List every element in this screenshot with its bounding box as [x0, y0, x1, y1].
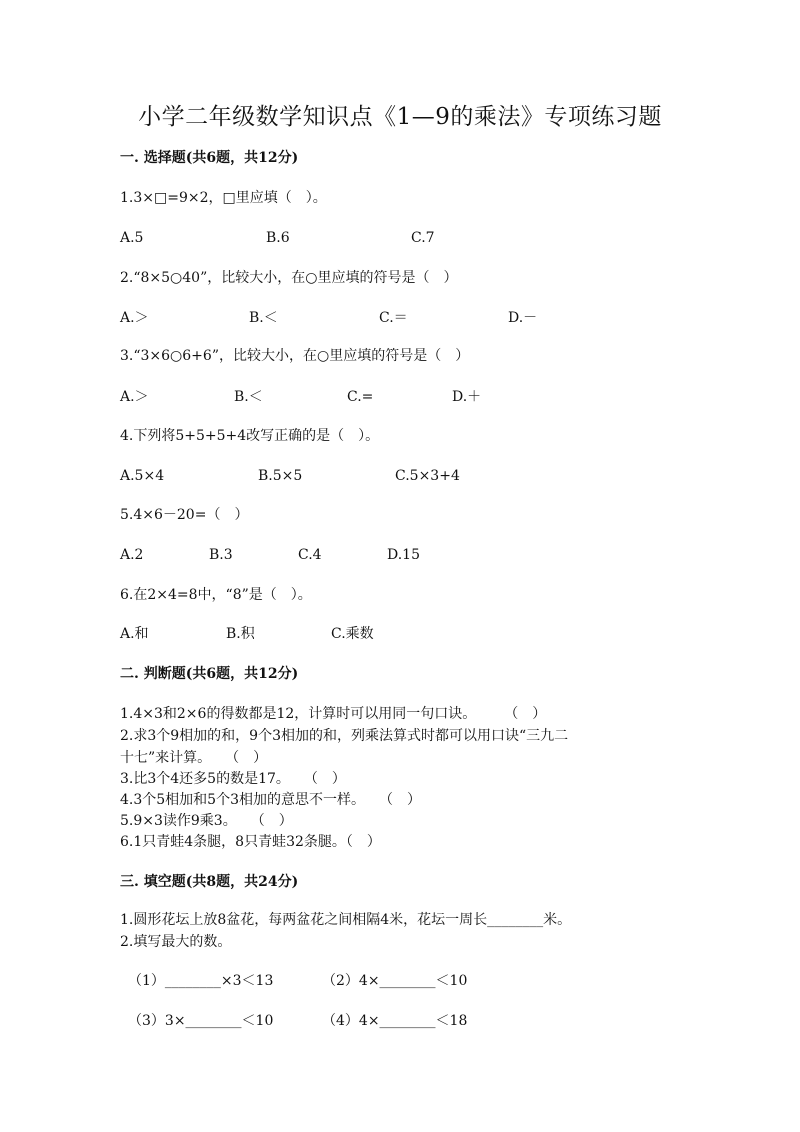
- option-c: C.=: [347, 389, 374, 405]
- option-a: A.和: [120, 626, 149, 642]
- question-stem: 4.下列将5+5+5+4改写正确的是（ ）。: [120, 428, 380, 444]
- judgment-line: 6.1只青蛙4条腿，8只青蛙32条腿。（ ）: [120, 834, 381, 850]
- option-d: D.＋: [452, 389, 482, 405]
- question-stem: 1.3×□=9×2，□里应填（ ）。: [120, 190, 327, 206]
- section-heading-judgment: 二. 判断题(共6题，共12分): [120, 666, 299, 682]
- judgment-line: 3.比3个4还多5的数是17。 （ ）: [120, 771, 346, 787]
- fill-item: （4）4×________＜18: [322, 1013, 468, 1029]
- question-stem: 2.“8×5○40”，比较大小，在○里应填的符号是（ ）: [120, 270, 458, 286]
- option-b: B.＜: [249, 310, 278, 326]
- judgment-line: 5.9×3读作9乘3。 （ ）: [120, 813, 293, 829]
- judgment-line: 1.4×3和2×6的得数都是12，计算时可以用同一句口诀。 （ ）: [120, 706, 547, 722]
- question-stem: 6.在2×4=8中，“8”是（ ）。: [120, 587, 312, 603]
- option-c: C.5×3+4: [395, 468, 460, 484]
- judgment-line: 4.3个5相加和5个3相加的意思不一样。 （ ）: [120, 792, 421, 808]
- option-d: D.－: [508, 310, 538, 326]
- fill-line: 1.圆形花坛上放8盆花，每两盆花之间相隔4米，花坛一周长________米。: [120, 912, 572, 928]
- option-b: B.积: [226, 626, 255, 642]
- option-a: A.5: [120, 230, 144, 246]
- option-a: A.5×4: [120, 468, 165, 484]
- option-c: C.4: [298, 547, 322, 563]
- fill-item: （1）________×3＜13: [128, 973, 274, 989]
- section-heading-choice: 一. 选择题(共6题，共12分): [120, 150, 299, 166]
- option-a: A.＞: [120, 389, 149, 405]
- judgment-line: 2.求3个9相加的和，9个3相加的和，列乘法算式时都可以用口诀“三九二: [120, 728, 569, 744]
- option-b: B.3: [209, 547, 233, 563]
- option-b: B.＜: [234, 389, 263, 405]
- section-heading-fill: 三. 填空题(共8题，共24分): [120, 874, 299, 890]
- option-c: C.7: [411, 230, 435, 246]
- fill-item: （3）3×________＜10: [128, 1013, 274, 1029]
- option-b: B.6: [266, 230, 290, 246]
- option-c: C.＝: [379, 310, 408, 326]
- option-a: A.＞: [120, 310, 149, 326]
- fill-item: （2）4×________＜10: [322, 973, 468, 989]
- judgment-line: 十七”来计算。 （ ）: [120, 750, 268, 766]
- option-c: C.乘数: [331, 626, 374, 642]
- option-d: D.15: [387, 547, 420, 563]
- option-b: B.5×5: [258, 468, 303, 484]
- fill-line: 2.填写最大的数。: [120, 934, 232, 950]
- option-a: A.2: [120, 547, 144, 563]
- page-title: 小学二年级数学知识点《1—9的乘法》专项练习题: [138, 104, 662, 130]
- question-stem: 5.4×6－20=（ ）: [120, 507, 249, 523]
- question-stem: 3.“3×6○6+6”，比较大小，在○里应填的符号是（ ）: [120, 348, 470, 364]
